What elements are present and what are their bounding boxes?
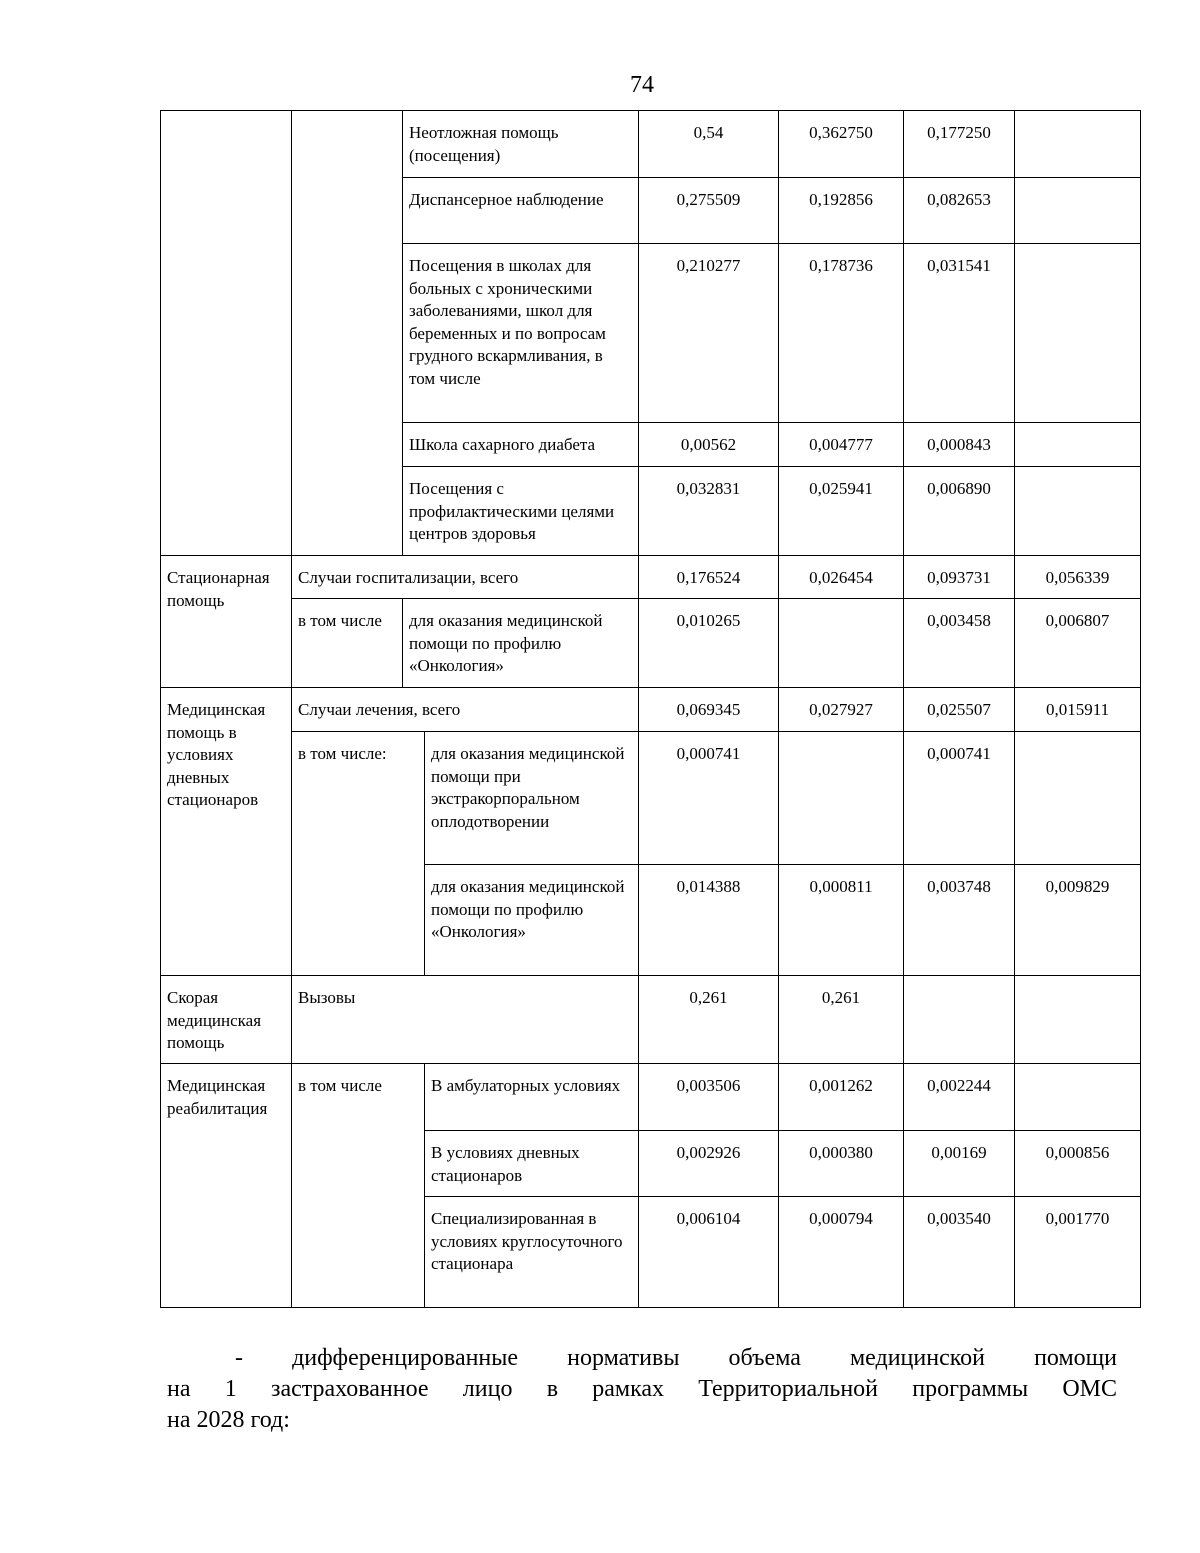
table-row (161, 111, 1141, 178)
value-cell: 0,006807 (1015, 599, 1141, 688)
value-cell: 0,032831 (639, 467, 779, 556)
value-cell: 0,002244 (904, 1064, 1015, 1131)
value-cell: 0,210277 (639, 244, 779, 423)
value-cell: 0,275509 (639, 178, 779, 244)
row-label: Случаи госпитализации, всего (292, 556, 639, 599)
row-label: для оказания медицинской помощи при экстракорпоральном оплодотворении (425, 732, 639, 865)
value-cell: 0,176524 (639, 556, 779, 599)
value-cell (779, 599, 904, 688)
row-label: Неотложная помощь (посещения) (403, 111, 639, 178)
row-label: Диспансерное наблюдение (403, 178, 639, 244)
value-cell (1015, 976, 1141, 1064)
value-cell: 0,000856 (1015, 1131, 1141, 1197)
value-cell: 0,014388 (639, 865, 779, 976)
value-cell: 0,003540 (904, 1197, 1015, 1308)
value-cell: 0,362750 (779, 111, 904, 178)
value-cell: 0,004777 (779, 423, 904, 467)
value-cell: 0,026454 (779, 556, 904, 599)
value-cell: 0,069345 (639, 688, 779, 732)
value-cell: 0,261 (779, 976, 904, 1064)
value-cell: 0,178736 (779, 244, 904, 423)
value-cell (1015, 111, 1141, 178)
section-label: Скорая медицинская помощь (161, 976, 292, 1064)
value-cell: 0,000741 (904, 732, 1015, 865)
row-label: В амбулаторных условиях (425, 1064, 639, 1131)
value-cell: 0,000380 (779, 1131, 904, 1197)
row-label: Посещения в школах для больных с хроническими заболеваниями, школ для беременных и по вопросам грудного вскармливания, в том числе (403, 244, 639, 423)
value-cell (779, 732, 904, 865)
row-label: для оказания медицинской помощи по профилю «Онкология» (403, 599, 639, 688)
value-cell (1015, 1064, 1141, 1131)
row-label: для оказания медицинской помощи по профилю «Онкология» (425, 865, 639, 976)
value-cell: 0,000811 (779, 865, 904, 976)
value-cell: 0,002926 (639, 1131, 779, 1197)
value-cell: 0,006890 (904, 467, 1015, 556)
page-number: 74 (630, 72, 654, 98)
value-cell (1015, 467, 1141, 556)
subsection-cell-empty (292, 111, 403, 556)
value-cell: 0,031541 (904, 244, 1015, 423)
table-row (161, 1064, 1141, 1131)
value-cell: 0,010265 (639, 599, 779, 688)
value-cell (1015, 423, 1141, 467)
value-cell: 0,001770 (1015, 1197, 1141, 1308)
value-cell: 0,056339 (1015, 556, 1141, 599)
value-cell (1015, 244, 1141, 423)
value-cell: 0,093731 (904, 556, 1015, 599)
value-cell: 0,000843 (904, 423, 1015, 467)
value-cell: 0,025941 (779, 467, 904, 556)
table-row (161, 732, 1141, 865)
row-label: Случаи лечения, всего (292, 688, 639, 732)
section-label: Медицинская помощь в условиях дневных стационаров (161, 688, 292, 976)
row-label: Вызовы (292, 976, 639, 1064)
value-cell: 0,015911 (1015, 688, 1141, 732)
value-cell: 0,003748 (904, 865, 1015, 976)
section-label: Стационарная помощь (161, 556, 292, 688)
subsection-label: в том числе: (292, 732, 425, 976)
subsection-label: в том числе (292, 599, 403, 688)
section-cell-empty (161, 111, 292, 556)
value-cell (1015, 732, 1141, 865)
section-label: Медицинская реабилитация (161, 1064, 292, 1308)
volume-norms-table (160, 110, 1141, 1308)
subsection-label: в том числе (292, 1064, 425, 1308)
footer-line: на 1 застрахованное лицо в рамках Территориальной программы ОМС (167, 1376, 1117, 1402)
value-cell: 0,001262 (779, 1064, 904, 1131)
table-row (161, 599, 1141, 688)
value-cell: 0,54 (639, 111, 779, 178)
value-cell (1015, 178, 1141, 244)
value-cell: 0,000794 (779, 1197, 904, 1308)
value-cell: 0,177250 (904, 111, 1015, 178)
value-cell: 0,006104 (639, 1197, 779, 1308)
row-label: Школа сахарного диабета (403, 423, 639, 467)
value-cell: 0,00562 (639, 423, 779, 467)
value-cell: 0,009829 (1015, 865, 1141, 976)
row-label: Посещения с профилактическими целями центров здоровья (403, 467, 639, 556)
value-cell: 0,003458 (904, 599, 1015, 688)
value-cell: 0,00169 (904, 1131, 1015, 1197)
footer-paragraph (167, 1343, 1117, 1436)
table-row (161, 556, 1141, 599)
value-cell: 0,027927 (779, 688, 904, 732)
row-label: Специализированная в условиях круглосуточного стационара (425, 1197, 639, 1308)
value-cell: 0,192856 (779, 178, 904, 244)
value-cell: 0,025507 (904, 688, 1015, 732)
value-cell: 0,003506 (639, 1064, 779, 1131)
table-row (161, 976, 1141, 1064)
value-cell: 0,261 (639, 976, 779, 1064)
row-label: В условиях дневных стационаров (425, 1131, 639, 1197)
footer-line: на 2028 год: (167, 1407, 290, 1433)
value-cell: 0,000741 (639, 732, 779, 865)
footer-line: - дифференцированные нормативы объема медицинской помощи (235, 1345, 1117, 1371)
value-cell: 0,082653 (904, 178, 1015, 244)
value-cell (904, 976, 1015, 1064)
table-row (161, 688, 1141, 732)
